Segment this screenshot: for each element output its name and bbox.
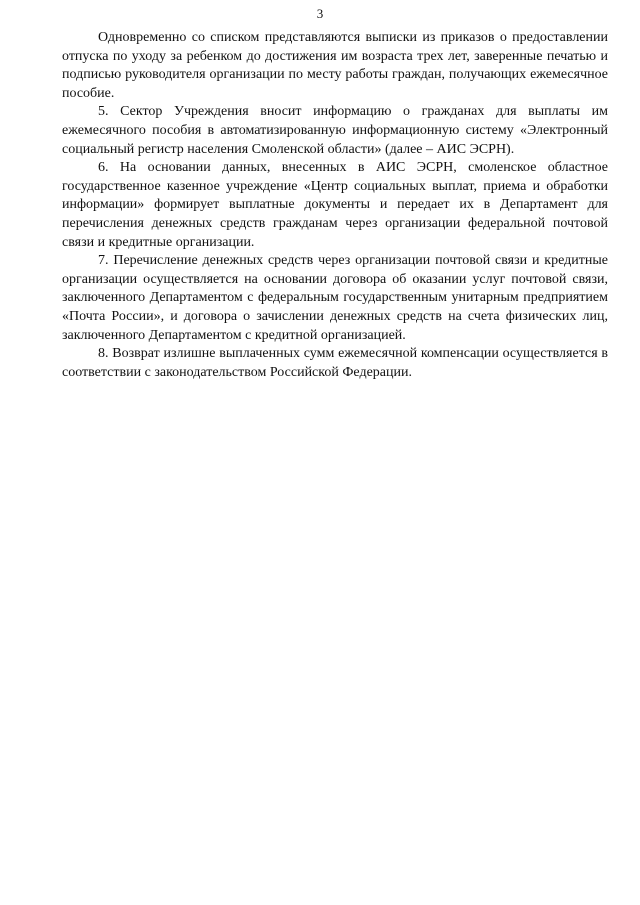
page-number: 3 [316, 6, 324, 21]
paragraph-6: 6. На основании данных, внесенных в АИС ЭСРН, смоленское областное государственное казенное учреждение «Центр социальных выплат, приема и обработки информации» формирует выплатные документы и передает их в Департамент для перечисления денежных средств гражданам через организации федеральной почтовой связи и кредитные организации. [62, 160, 608, 250]
document-body [62, 29, 608, 382]
paragraph-5: 5. Сектор Учреждения вносит информацию о гражданах для выплаты им ежемесячного пособия в автоматизированную информационную систему «Электронный социальный регистр населения Смоленской области» (далее – АИС ЭСРН). [62, 104, 608, 157]
paragraph-7: 7. Перечисление денежных средств через организации почтовой связи и кредитные организации осуществляется на основании договора об оказании услуг почтовой связи, заключенного Департаментом с федеральным государственным унитарным предприятием «Почта России», и договора о зачислении денежных средств на счета физических лиц, заключенного Департаментом с кредитной организацией. [62, 253, 608, 343]
paragraph-8: 8. Возврат излишне выплаченных сумм ежемесячной компенсации осуществляется в соответствии с законодательством Российской Федерации. [62, 346, 608, 380]
paragraph-extracts: Одновременно со списком представляются выписки из приказов о предоставлении отпуска по уходу за ребенком до достижения им возраста трех лет, заверенные печатью и подписью руководителя организации по месту работы граждан, получающих ежемесячное пособие. [62, 30, 608, 101]
